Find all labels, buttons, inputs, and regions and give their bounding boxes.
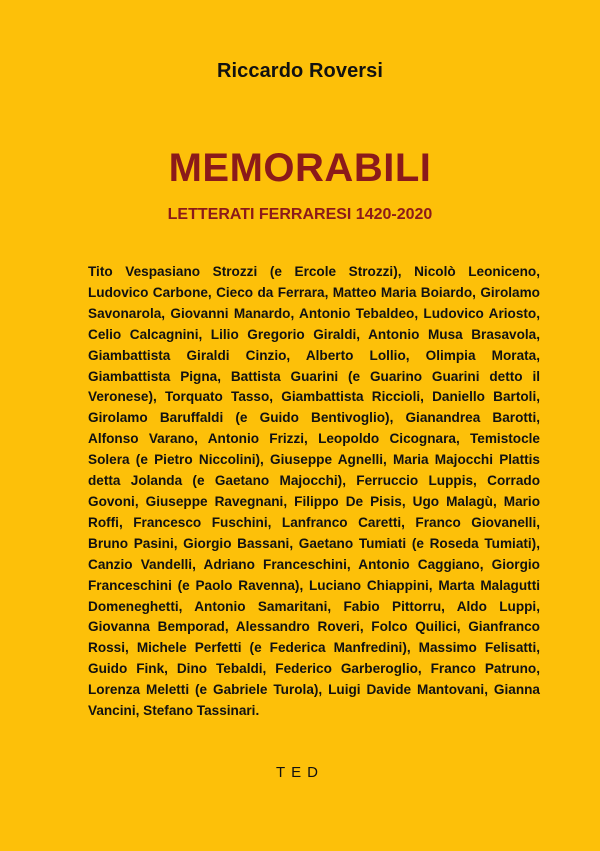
book-subtitle: LETTERATI FERRARESI 1420-2020 — [167, 206, 433, 223]
author-name: Riccardo Roversi — [216, 60, 384, 82]
publisher-name: TED — [276, 764, 324, 781]
author-list: Tito Vespasiano Strozzi (e Ercole Strozzi), Nicolò Leoniceno, Ludovico Carbone, Cieco da Ferrara, Matteo Maria Boiardo, Girolamo Savonarola, Giovanni Manardo, Antonio Tebaldeo, Ludovico Ariosto, Celio Calcagnini, Lilio Gregorio Giraldi, Antonio Musa Brasavola, Giambattista Giraldi Cinzio, Alberto Lollio, Olimpia Morata, Giambattista Pigna, Battista Guarini (e Guarino Guarini detto il Veronese), Torquato Tasso, Giambattista Riccioli, Daniello Bartoli, Girolamo Baruffaldi (e Guido Bentivoglio), Gianandrea Barotti, Alfonso Varano, Antonio Frizzi, Leopoldo Cicognara, Temistocle Solera (e Pietro Niccolini), Giuseppe Agnelli, Maria Majocchi Plattis detta Jolanda (e Gaetano Majocchi), Ferruccio Luppis, Corrado Govoni, Giuseppe Ravegnani, Filippo De Pisis, Ugo Malagù, Mario Roffi, Francesco Fuschini, Lanfranco Caretti, Franco Giovanelli, Bruno Pasini, Giorgio Bassani, Gaetano Tumiati (e Roseda Tumiati), Canzio Vandelli, Adriano Franceschini, Antonio Caggiano, Giorgio Franceschini (e Paolo Ravenna), Luciano Chiappini, Marta Malagutti Domeneghetti, Antonio Samaritani, Fabio Pittorru, Aldo Luppi, Giovanna Bemporad, Alessandro Roveri, Folco Quilici, Gianfranco Rossi, Michele Perfetti (e Federica Manfredini), Massimo Felisatti, Guido Fink, Dino Tebaldi, Federico Garberoglio, Franco Patruno, Lorenza Meletti (e Gabriele Turola), Luigi Davide Mantovani, Gianna Vancini, Stefano Tassinari. — [88, 264, 540, 719]
book-title: MEMORABILI — [168, 146, 432, 190]
